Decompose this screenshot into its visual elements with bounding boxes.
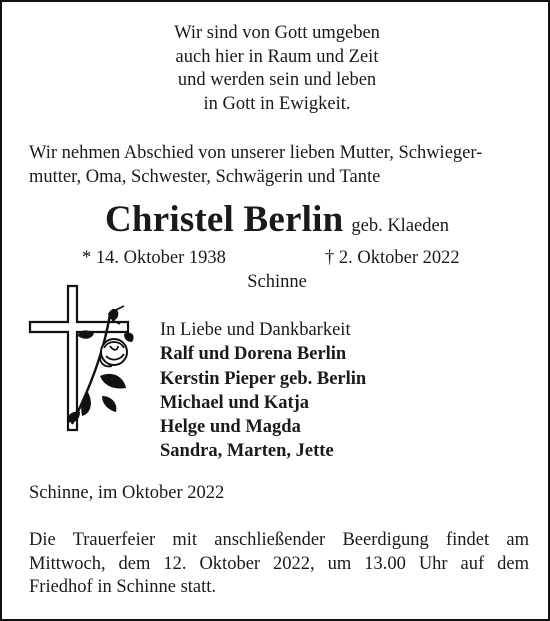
dateline: Schinne, im Oktober 2022: [29, 483, 225, 503]
intro-line: mutter, Oma, Schwester, Schwägerin und Tante: [29, 166, 381, 187]
farewell-intro: [29, 142, 529, 189]
mourner-name: Kerstin Pieper geb. Berlin: [160, 368, 367, 389]
funeral-line: Die Trauerfeier mit anschließender Beerdigung findet am: [29, 530, 529, 550]
poem: [2, 22, 550, 116]
poem-line: in Gott in Ewigkeit.: [203, 93, 351, 114]
mourner-name: Ralf und Dorena Berlin: [160, 344, 347, 365]
funeral-info: [29, 529, 529, 600]
deceased-name: Christel Berlin: [105, 199, 344, 240]
funeral-line: Mittwoch, dem 12. Oktober 2022, um 13.00 Uhr auf dem: [29, 553, 529, 574]
poem-line: Wir sind von Gott umgeben: [174, 23, 380, 43]
birth-date: * 14. Oktober 1938: [82, 248, 226, 268]
poem-line: und werden sein und leben: [177, 70, 377, 90]
cross-with-rose-icon: [28, 284, 138, 432]
mourners-list: [160, 318, 366, 464]
funeral-line: Friedhof in Schinne statt.: [29, 577, 217, 597]
intro-line: Wir nehmen Abschied von unserer lieben Mutter, Schwieger-: [29, 143, 483, 163]
mourner-name: Michael und Katja: [160, 392, 310, 413]
maiden-name: geb. Klaeden: [351, 216, 449, 236]
mourner-name: Helge und Magda: [160, 417, 301, 438]
residence-place: Schinne: [247, 272, 307, 292]
mourners-intro: In Liebe und Dankbarkeit: [160, 320, 351, 340]
death-date: † 2. Oktober 2022: [325, 248, 460, 268]
deceased-name-line: [2, 198, 550, 241]
mourner-name: Sandra, Marten, Jette: [160, 441, 334, 462]
poem-line: auch hier in Raum und Zeit: [175, 46, 379, 67]
